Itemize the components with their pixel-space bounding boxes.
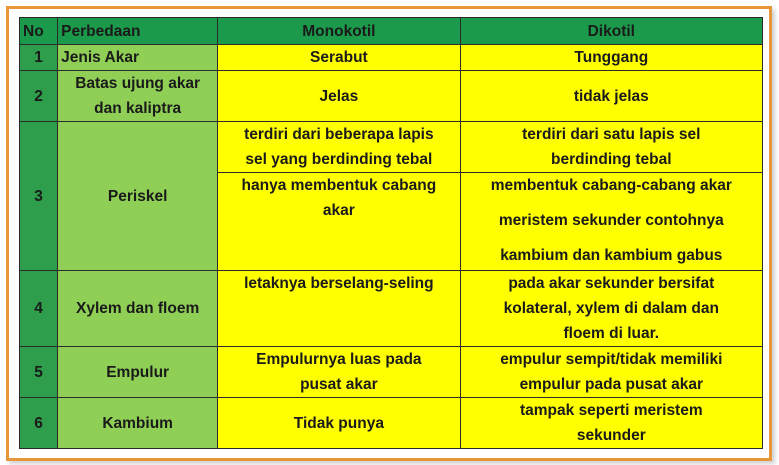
table-row [20,398,763,449]
header-no: No [20,18,58,45]
dikotil-cell [460,173,762,271]
table-row [20,71,763,122]
dikotil-line: kolateral, xylem di dalam dan [503,300,719,317]
header-perbedaan: Perbedaan [58,18,218,45]
dikotil-line: meristem sekunder contohnya [498,212,724,229]
monokotil-line: sel yang berdinding tebal [245,151,433,168]
line-spacer [464,233,759,243]
dikotil-line: tampak seperti meristem [519,402,703,419]
perbedaan-cell: Xylem dan floem [58,271,218,347]
header-dikotil: Dikotil [460,18,762,45]
perbedaan-cell: Jenis Akar [58,45,218,71]
dikotil-line: berdinding tebal [551,151,672,168]
dikotil-line: terdiri dari satu lapis sel [522,126,701,143]
monokotil-line: terdiri dari beberapa lapis [244,126,434,143]
comparison-table [19,17,763,449]
table-row [20,45,763,71]
table-row [20,122,763,173]
row-number: 1 [20,45,58,71]
header-monokotil: Monokotil [218,18,461,45]
dikotil-cell [460,122,762,173]
perbedaan-line: dan kaliptra [94,100,182,117]
monokotil-line: pusat akar [300,376,378,393]
row-number: 4 [20,271,58,347]
dikotil-cell [460,271,762,347]
dikotil-line: pada akar sekunder bersifat [508,275,715,292]
monokotil-cell [218,347,461,398]
monokotil-cell: letaknya berselang-seling [218,271,461,347]
perbedaan-line: Batas ujung akar [75,75,201,92]
dikotil-line: empulur pada pusat akar [519,376,704,393]
monokotil-cell [218,122,461,173]
row-number: 3 [20,122,58,271]
monokotil-cell [218,173,461,271]
row-number: 5 [20,347,58,398]
dikotil-cell: Tunggang [460,45,762,71]
table-row [20,347,763,398]
dikotil-line: membentuk cabang-cabang akar [490,177,732,194]
monokotil-line: Empulurnya luas pada [256,351,422,368]
perbedaan-cell: Kambium [58,398,218,449]
row-number: 6 [20,398,58,449]
perbedaan-cell: Periskel [58,122,218,271]
dikotil-cell [460,347,762,398]
dikotil-line: kambium dan kambium gabus [500,247,723,264]
dikotil-cell: tidak jelas [460,71,762,122]
perbedaan-cell [58,71,218,122]
monokotil-line: akar [322,202,355,219]
dikotil-line: sekunder [576,427,646,444]
row-number: 2 [20,71,58,122]
monokotil-cell: Jelas [218,71,461,122]
perbedaan-cell: Empulur [58,347,218,398]
dikotil-line: empulur sempit/tidak memiliki [500,351,723,368]
dikotil-line: floem di luar. [563,325,660,342]
table-row [20,271,763,347]
monokotil-cell: Tidak punya [218,398,461,449]
monokotil-cell: Serabut [218,45,461,71]
line-spacer [464,198,759,208]
dikotil-cell [460,398,762,449]
header-row [20,18,763,45]
monokotil-line: hanya membentuk cabang [241,177,437,194]
